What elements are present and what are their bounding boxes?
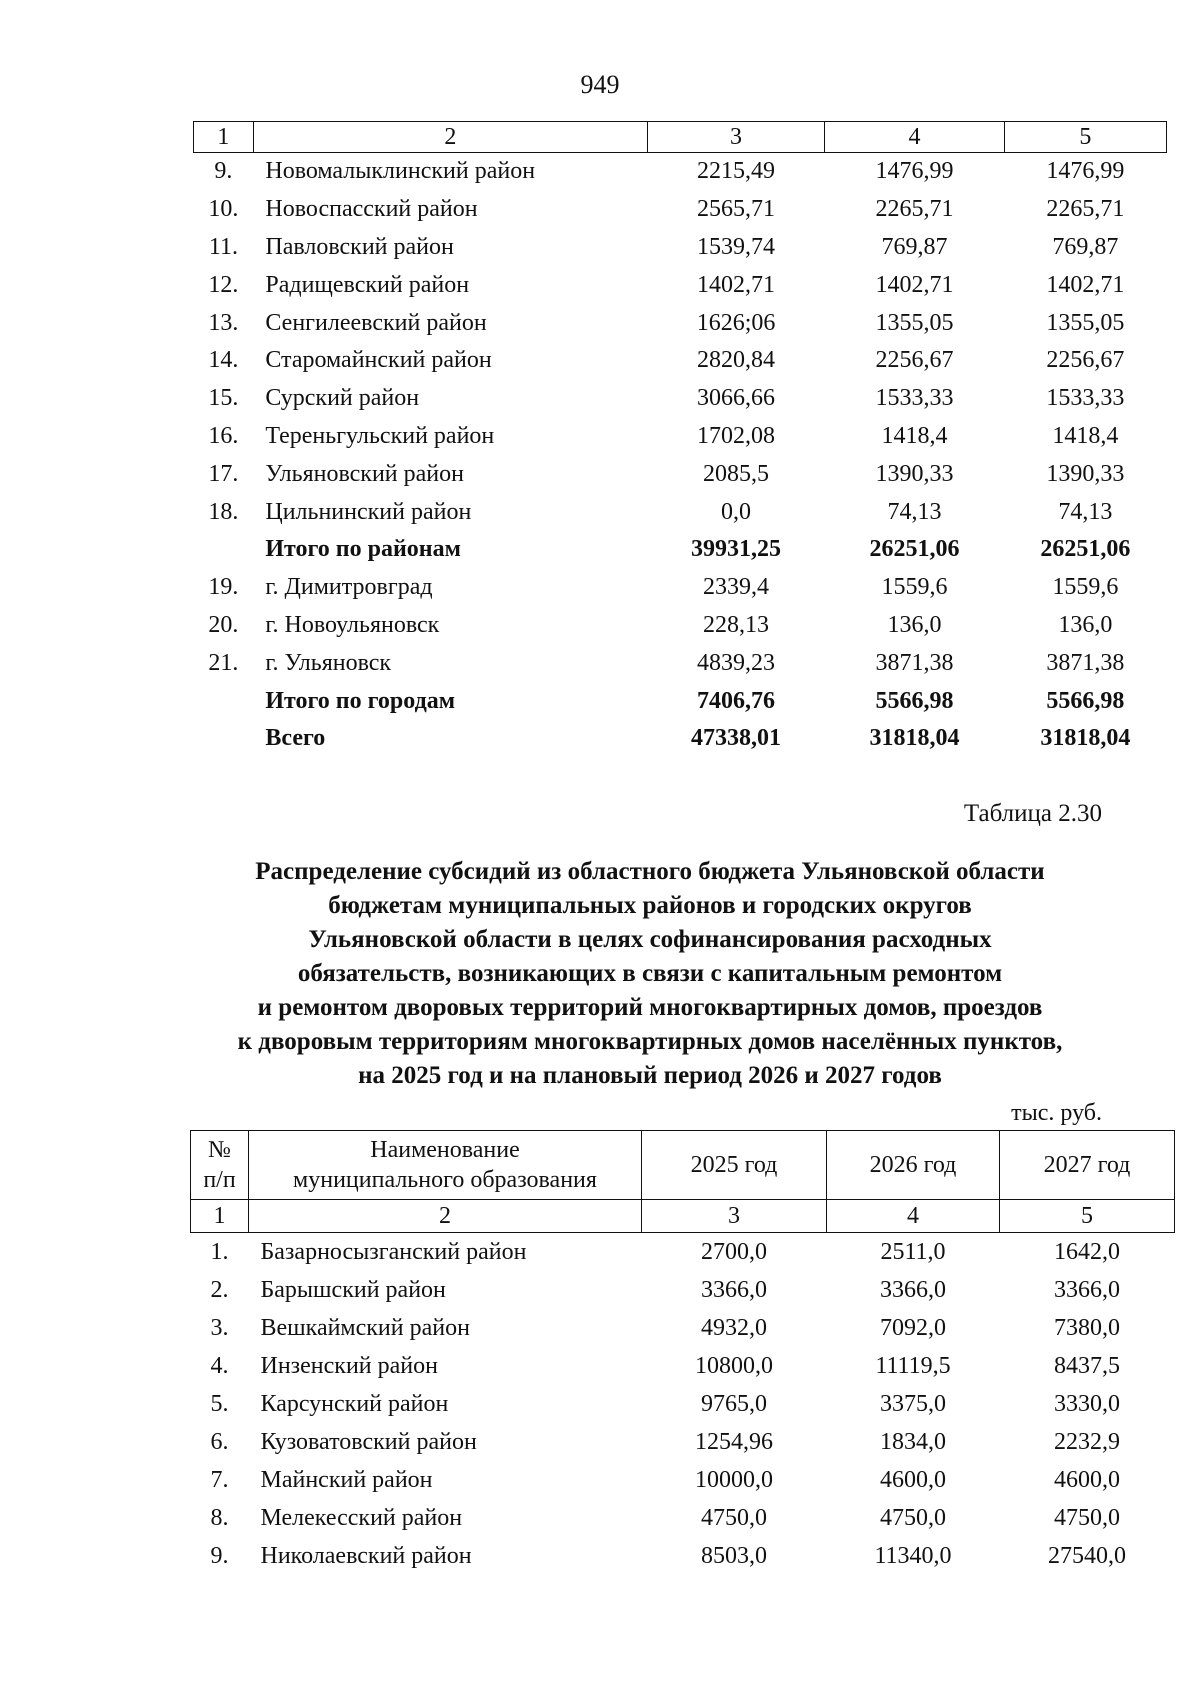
row-number: 14. [208,347,239,374]
value-col5: 26251,06 [1040,536,1131,563]
row-number: 9. [214,158,233,185]
row-number: 12. [208,271,239,298]
value-col5: 1418,4 [1052,422,1119,449]
value-col5: 1355,05 [1046,309,1125,336]
value-col4: 1559,6 [881,574,948,601]
value-col3: 2085,5 [703,460,770,487]
value-col4: 3366,0 [880,1276,946,1303]
value-col5: 4600,0 [1054,1466,1120,1493]
title-line: и ремонтом дворовых территорий многоквартирных домов, проездов [257,994,1043,1021]
value-col3: 2820,84 [697,347,776,374]
value-col4: 26251,06 [869,536,960,563]
row-name: Вешкаймский район [260,1314,470,1341]
value-col4: 74,13 [887,498,942,525]
row-name: Инзенский район [260,1352,438,1379]
row-number: 17. [208,460,239,487]
value-col4: 1418,4 [881,422,948,449]
value-col5: 1402,71 [1046,271,1125,298]
value-col4: 3871,38 [875,649,954,676]
value-col4: 11340,0 [874,1542,952,1569]
row-name: Новомалыклинский район [265,158,536,185]
value-col3: 1626;06 [696,309,776,336]
table-row [194,644,1167,682]
units-label: тыс. руб. [1011,1100,1102,1126]
row-number: 9. [210,1542,229,1569]
row-name: г. Новоульяновск [265,611,440,638]
header-2026: 2026 год [827,1131,1000,1200]
column-number: 3 [642,1200,827,1233]
row-number: 10. [208,196,239,223]
value-col5: 7380,0 [1054,1314,1120,1341]
title-line: бюджетам муниципальных районов и городских округов [328,892,972,919]
value-col3: 4839,23 [697,649,776,676]
row-number: 11. [208,233,238,260]
row-name: Новоспасский район [265,196,478,223]
value-col5: 8437,5 [1054,1352,1120,1379]
table-row [191,1233,1175,1272]
row-number: 21. [208,649,239,676]
title-line: Распределение субсидий из областного бюджета Ульяновской области [255,858,1045,885]
header-2025: 2025 год [642,1131,827,1200]
title-line: обязательств, возникающих в связи с капитальным ремонтом [297,960,1003,987]
value-col5: 1390,33 [1046,460,1125,487]
value-col5: 27540,0 [1048,1542,1126,1569]
total-row [194,531,1167,569]
row-name: Сурский район [265,385,420,412]
header-name-line2: муниципального образования [293,1167,597,1193]
table-row [194,569,1167,607]
row-number: 5. [210,1390,229,1417]
table-label: Таблица 2.30 [963,800,1102,827]
row-name: Ульяновский район [265,460,464,487]
value-col5: 769,87 [1052,233,1119,260]
row-name: Итого по городам [265,687,456,714]
header-name-line1: Наименование [370,1137,520,1163]
row-name: г. Ульяновск [265,649,392,676]
value-col5: 3330,0 [1054,1390,1120,1417]
row-name: Радищевский район [265,271,470,298]
value-col5: 31818,04 [1040,725,1131,752]
value-col3: 228,13 [703,611,770,638]
table-header-row [191,1131,1175,1200]
value-col3: 1402,71 [697,271,776,298]
table-2-30 [190,1130,1175,1575]
table-row [194,455,1167,493]
value-col5: 2265,71 [1046,196,1125,223]
column-number-row [191,1200,1175,1233]
row-name: Барышский район [260,1276,446,1303]
header-number-line2: п/п [203,1167,236,1193]
table-row [194,418,1167,456]
header-number-line1: № [208,1137,231,1163]
row-name: Николаевский район [260,1542,472,1569]
value-col4: 7092,0 [880,1314,946,1341]
total-row [194,682,1167,720]
table-row [191,1385,1175,1423]
value-col5: 3871,38 [1046,649,1125,676]
value-col4: 31818,04 [869,725,960,752]
row-number: 6. [210,1428,229,1455]
value-col5: 1533,33 [1046,385,1125,412]
value-col3: 1539,74 [697,233,776,260]
header-2027: 2027 год [1000,1131,1175,1200]
row-number: 19. [208,574,239,601]
value-col4: 1476,99 [875,158,954,185]
value-col3: 4932,0 [701,1314,767,1341]
table-row [191,1423,1175,1461]
value-col3: 3366,0 [701,1276,767,1303]
table-row [191,1461,1175,1499]
value-col5: 4750,0 [1054,1504,1120,1531]
row-name: Карсунский район [260,1390,449,1417]
value-col3: 9765,0 [701,1390,767,1417]
value-col3: 4750,0 [701,1504,767,1531]
row-name: г. Димитровград [265,574,433,601]
value-col4: 1402,71 [875,271,954,298]
table-body [191,1233,1175,1576]
value-col5: 2232,9 [1054,1428,1120,1455]
title-line: на 2025 год и на плановый период 2026 и 2027 годов [358,1062,942,1089]
row-name: Старомайнский район [265,347,492,374]
table-row [191,1499,1175,1537]
value-col5: 1476,99 [1046,158,1125,185]
table-row [194,380,1167,418]
total-row [194,720,1167,758]
column-number-row [194,122,1167,153]
row-name: Итого по районам [265,536,461,563]
row-name: Мелекесский район [260,1504,463,1531]
value-col4: 2256,67 [875,347,954,374]
table-row [191,1537,1175,1575]
table-row [194,229,1167,267]
table-title [150,855,1150,1093]
row-number [194,720,254,758]
row-number [194,531,254,569]
value-col4: 4600,0 [880,1466,946,1493]
row-number: 15. [208,385,239,412]
row-number: 20. [208,611,239,638]
column-number: 5 [1000,1200,1175,1233]
title-line: Ульяновской области в целях софинансирования расходных [308,926,992,953]
column-number: 1 [194,122,254,153]
table-row [191,1309,1175,1347]
row-name: Базарносызганский район [260,1238,527,1265]
row-name: Майнский район [260,1466,433,1493]
value-col3: 2700,0 [701,1238,767,1265]
row-name: Кузоватовский район [260,1428,477,1455]
column-number: 1 [191,1200,249,1233]
value-col3: 47338,01 [691,725,782,752]
value-col3: 1254,96 [695,1428,773,1455]
value-col4: 3375,0 [880,1390,946,1417]
table-row [194,191,1167,229]
value-col4: 136,0 [887,611,942,638]
column-number: 2 [253,122,647,153]
column-number: 4 [827,1200,1000,1233]
value-col3: 2565,71 [697,196,776,223]
row-number [194,682,254,720]
value-col4: 4750,0 [880,1504,946,1531]
value-col3: 1702,08 [697,422,776,449]
column-number: 4 [825,122,1005,153]
table-row [194,607,1167,645]
row-number: 1. [210,1238,229,1265]
value-col3: 3066,66 [697,385,776,412]
value-col4: 769,87 [881,233,948,260]
value-col4: 1834,0 [880,1428,946,1455]
value-col5: 1559,6 [1052,574,1119,601]
value-col5: 3366,0 [1054,1276,1120,1303]
row-number: 8. [210,1504,229,1531]
row-number: 7. [210,1466,229,1493]
value-col5: 2256,67 [1046,347,1125,374]
column-number: 5 [1004,122,1166,153]
value-col4: 1355,05 [875,309,954,336]
row-number: 3. [210,1314,229,1341]
table-row [194,342,1167,380]
value-col4: 5566,98 [875,687,954,714]
value-col3: 8503,0 [701,1542,767,1569]
value-col4: 1533,33 [875,385,954,412]
row-number: 18. [208,498,239,525]
table-row [194,304,1167,342]
value-col3: 0,0 [721,498,752,525]
value-col5: 5566,98 [1046,687,1125,714]
value-col3: 10000,0 [695,1466,773,1493]
row-number: 16. [208,422,239,449]
value-col4: 2265,71 [875,196,954,223]
title-line: к дворовым территориям многоквартирных домов населённых пунктов, [237,1028,1063,1055]
row-name: Цильнинский район [265,498,472,525]
row-name: Тереньгульский район [265,422,495,449]
value-col3: 7406,76 [697,687,776,714]
table-row [194,493,1167,531]
value-col3: 2339,4 [703,574,770,601]
value-col5: 136,0 [1058,611,1113,638]
value-col5: 1642,0 [1054,1238,1120,1265]
row-number: 2. [210,1276,229,1303]
table-row [194,153,1167,191]
column-number: 2 [249,1200,642,1233]
column-number: 3 [647,122,824,153]
row-number: 4. [210,1352,229,1379]
value-col4: 2511,0 [880,1238,946,1265]
table-row [191,1347,1175,1385]
row-name: Сенгилеевский район [265,309,487,336]
table-body [194,153,1167,758]
header-name [249,1131,642,1200]
row-name: Павловский район [265,233,454,260]
table-row [194,266,1167,304]
value-col3: 10800,0 [695,1352,773,1379]
value-col4: 11119,5 [875,1352,951,1379]
table-continued [193,121,1167,758]
value-col3: 39931,25 [691,536,782,563]
value-col5: 74,13 [1058,498,1113,525]
page-number: 949 [580,70,620,99]
header-number [191,1131,249,1200]
table-row [191,1271,1175,1309]
value-col3: 2215,49 [697,158,776,185]
row-number: 13. [208,309,239,336]
row-name: Всего [265,725,326,752]
value-col4: 1390,33 [875,460,954,487]
